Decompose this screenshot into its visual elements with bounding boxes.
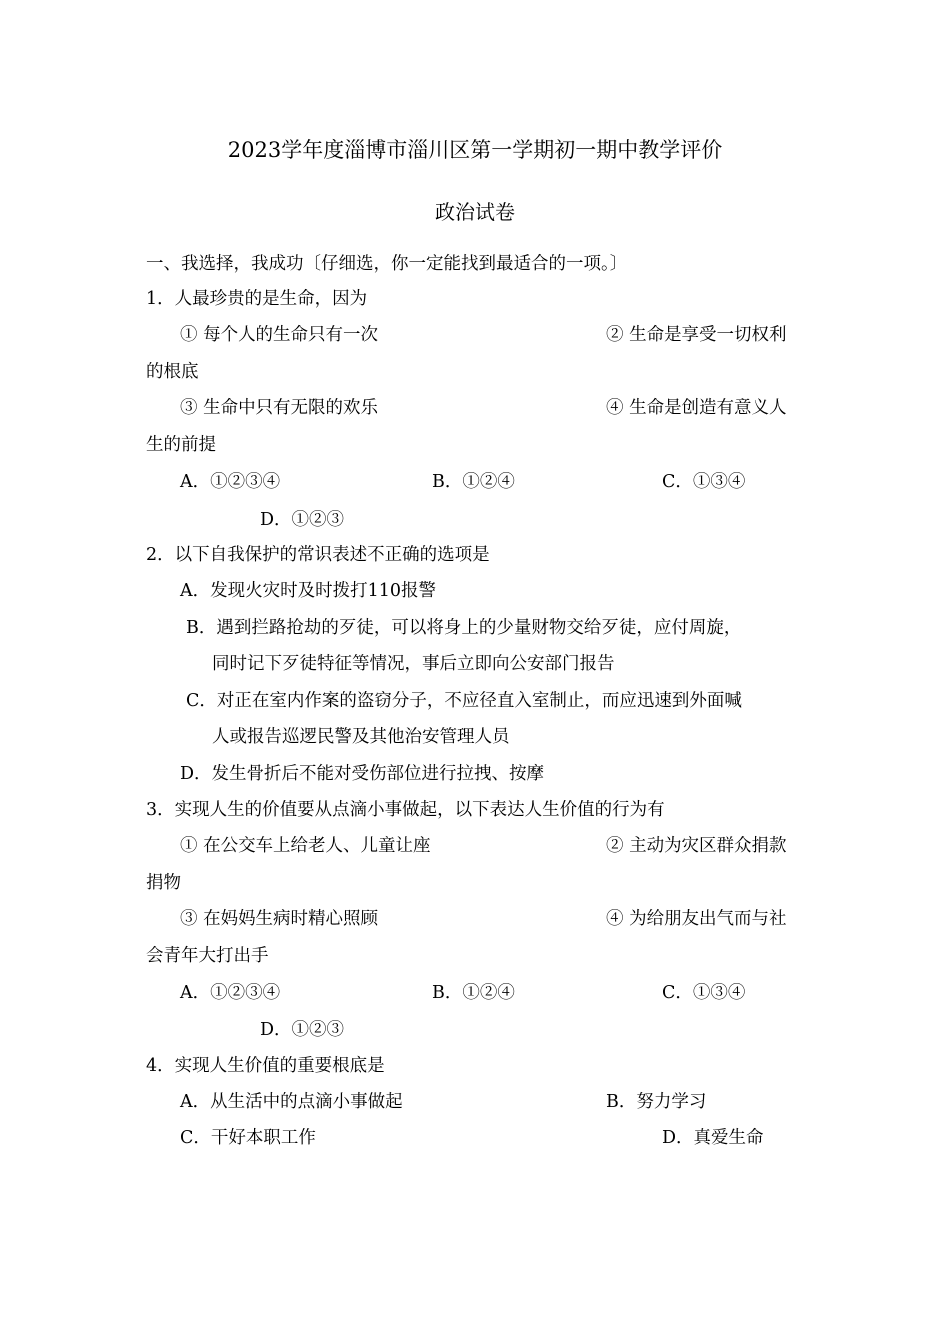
answer-option: B．①②④	[432, 983, 515, 1003]
answer-option: B．努力学习	[606, 1092, 707, 1112]
statement-item: 会青年大打出手	[146, 946, 269, 966]
question-stem: 1．人最珍贵的是生命，因为	[146, 289, 368, 309]
statement-item: ④ 生命是创造有意义人	[606, 398, 787, 418]
answer-option: C．①③④	[662, 472, 746, 492]
question-stem: 4．实现人生价值的重要根底是	[146, 1056, 385, 1076]
question-stem: 2．以下自我保护的常识表述不正确的选项是	[146, 545, 490, 565]
statement-item: 生的前提	[146, 435, 216, 455]
statement-item: 捐物	[146, 873, 181, 893]
section-heading: 一、我选择，我成功〔仔细选，你一定能找到最适合的一项。〕	[146, 254, 628, 274]
statement-item: 的根底	[146, 362, 199, 382]
answer-option: C．干好本职工作	[180, 1128, 316, 1148]
statement-item: ② 生命是享受一切权利	[606, 325, 787, 345]
answer-option: D．真爱生命	[662, 1128, 764, 1148]
answer-option: D．①②③	[260, 510, 345, 530]
answer-option: C．①③④	[662, 983, 746, 1003]
statement-item: ③ 在妈妈生病时精心照顾	[180, 909, 379, 929]
answer-option: A．①②③④	[180, 472, 281, 492]
answer-option-continuation: 同时记下歹徒特征等情况，事后立即向公安部门报告	[212, 654, 615, 674]
answer-option: D．①②③	[260, 1020, 345, 1040]
answer-option-continuation: 人或报告巡逻民警及其他治安管理人员	[212, 727, 510, 747]
page-title: 2023学年度淄博市淄川区第一学期初一期中教学评价	[227, 138, 723, 162]
answer-option: D．发生骨折后不能对受伤部位进行拉拽、按摩	[180, 764, 545, 784]
statement-item: ① 在公交车上给老人、儿童让座	[180, 836, 431, 856]
statement-item: ① 每个人的生命只有一次	[180, 325, 379, 345]
question-stem: 3．实现人生的价值要从点滴小事做起，以下表达人生价值的行为有	[146, 800, 665, 820]
answer-option: B．遇到拦路抢劫的歹徒，可以将身上的少量财物交给歹徒，应付周旋，	[186, 618, 742, 638]
answer-option: A．①②③④	[180, 983, 281, 1003]
answer-option: A．从生活中的点滴小事做起	[180, 1092, 403, 1112]
page-subtitle: 政治试卷	[435, 200, 515, 224]
answer-option: A．发现火灾时及时拨打110报警	[180, 581, 437, 601]
statement-item: ④ 为给朋友出气而与社	[606, 909, 787, 929]
answer-option: C．对正在室内作案的盗窃分子，不应径直入室制止，而应迅速到外面喊	[186, 691, 742, 711]
statement-item: ② 主动为灾区群众捐款	[606, 836, 787, 856]
answer-option: B．①②④	[432, 472, 515, 492]
statement-item: ③ 生命中只有无限的欢乐	[180, 398, 379, 418]
